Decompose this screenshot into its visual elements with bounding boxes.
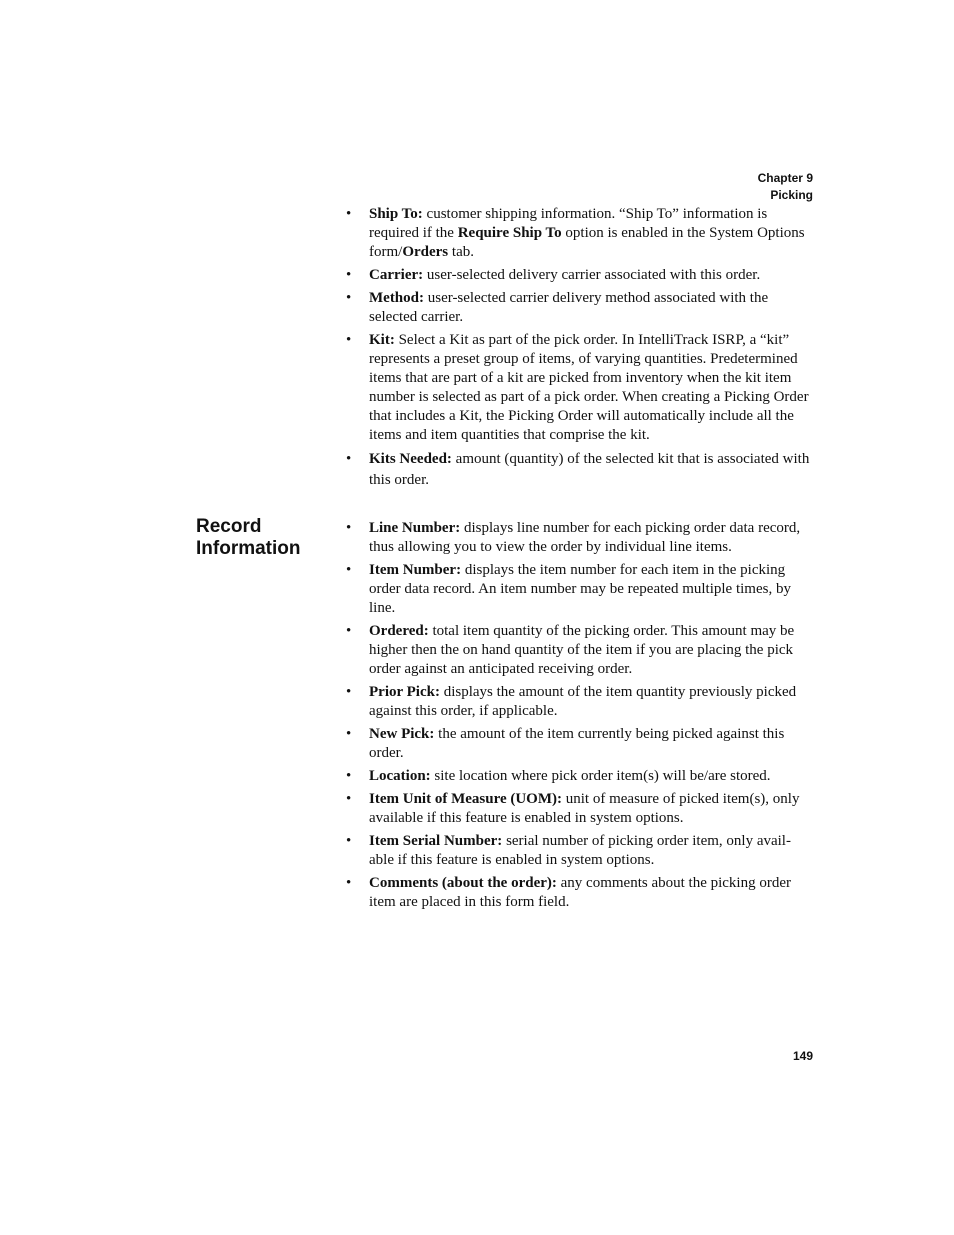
bullet-icon: • [346, 267, 352, 283]
bullet-icon: • [346, 791, 352, 807]
field-term: Kit: [369, 332, 395, 348]
field-term: Item Serial Number: [369, 833, 503, 849]
list-item: • Method: user-selected carrier delivery method associated with the selected carrier. [346, 290, 769, 325]
list-item: • Item Unit of Measure (UOM): unit of measure of picked item(s), only available if this feature is enabled in system options. [346, 791, 800, 826]
list-item: • Line Number: displays line number for each picking order data record, thus allowing you to view the order by individual line items. [346, 520, 801, 555]
list-item: • Prior Pick: displays the amount of the item quantity previously picked against this order, if applicable. [346, 684, 797, 719]
page-number: 149 [792, 1049, 813, 1063]
bullet-icon: • [346, 290, 352, 306]
list-item: • Kit: Select a Kit as part of the pick order. In IntelliTrack ISRP, a “kit” represents a preset group of items, of varying quantities. Predetermined items that are part of a kit are picked from inventory when the kit item number is selected as part of a pick order. When creating a Picking Order that includes a Kit, the Picking Order will automatically include all the items and item quantities that comprise the kit. [346, 332, 809, 443]
list-item: • Ship To: customer shipping information. “Ship To” information is required if the Require Ship To option is enabled in the System Options form/Orders tab. [346, 206, 805, 260]
bullet-icon: • [346, 332, 352, 348]
list-item: • Kits Needed: amount (quantity) of the selected kit that is associated with this order. [346, 451, 810, 488]
field-term: Line Number: [369, 520, 461, 536]
list-item: • Ordered: total item quantity of the picking order. This amount may be higher then the on hand quantity of the item if you are placing the pick order against an anticipated receiving order. [346, 623, 795, 677]
field-term: Prior Pick: [369, 684, 440, 700]
bullet-icon: • [346, 520, 352, 536]
field-term: Orders [402, 244, 449, 260]
section-heading-record-information: Record Information [196, 516, 301, 559]
bullet-icon: • [346, 875, 352, 891]
field-term: Item Unit of Measure (UOM): [369, 791, 563, 807]
field-term: Kits Needed: [369, 451, 452, 467]
bullet-icon: • [346, 726, 352, 742]
list-item: • New Pick: the amount of the item currently being picked against this order. [346, 726, 785, 761]
order-fields-list [343, 205, 815, 495]
field-term: Ordered: [369, 623, 429, 639]
bullet-icon: • [346, 451, 352, 467]
bullet-icon: • [346, 623, 352, 639]
bullet-icon: • [346, 833, 352, 849]
record-fields-list [343, 519, 815, 916]
field-term: Carrier: [369, 267, 424, 283]
field-term: New Pick: [369, 726, 435, 742]
list-item: • Comments (about the order): any comments about the picking order item are placed in this form field. [346, 875, 791, 910]
field-term: Comments (about the order): [369, 875, 557, 891]
chapter-label: Chapter 9 [757, 171, 813, 185]
list-item: • Carrier: user-selected delivery carrier associated with this order. [346, 267, 761, 283]
bullet-icon: • [346, 768, 352, 784]
bullet-icon: • [346, 206, 352, 222]
running-head [758, 170, 813, 204]
field-term: Item Number: [369, 562, 462, 578]
section-label: Picking [770, 188, 813, 202]
field-term: Require Ship To [457, 225, 562, 241]
bullet-icon: • [346, 684, 352, 700]
list-item: • Item Serial Number: serial number of picking order item, only avail-able if this feature is enabled in system options. [346, 833, 791, 868]
list-item: • Item Number: displays the item number for each item in the picking order data record. An item number may be repeated multiple times, by line. [346, 562, 791, 616]
field-term: Method: [369, 290, 424, 306]
list-item: • Location: site location where pick order item(s) will be/are stored. [346, 768, 771, 784]
bullet-icon: • [346, 562, 352, 578]
field-term: Ship To: [369, 206, 423, 222]
field-term: Location: [369, 768, 431, 784]
